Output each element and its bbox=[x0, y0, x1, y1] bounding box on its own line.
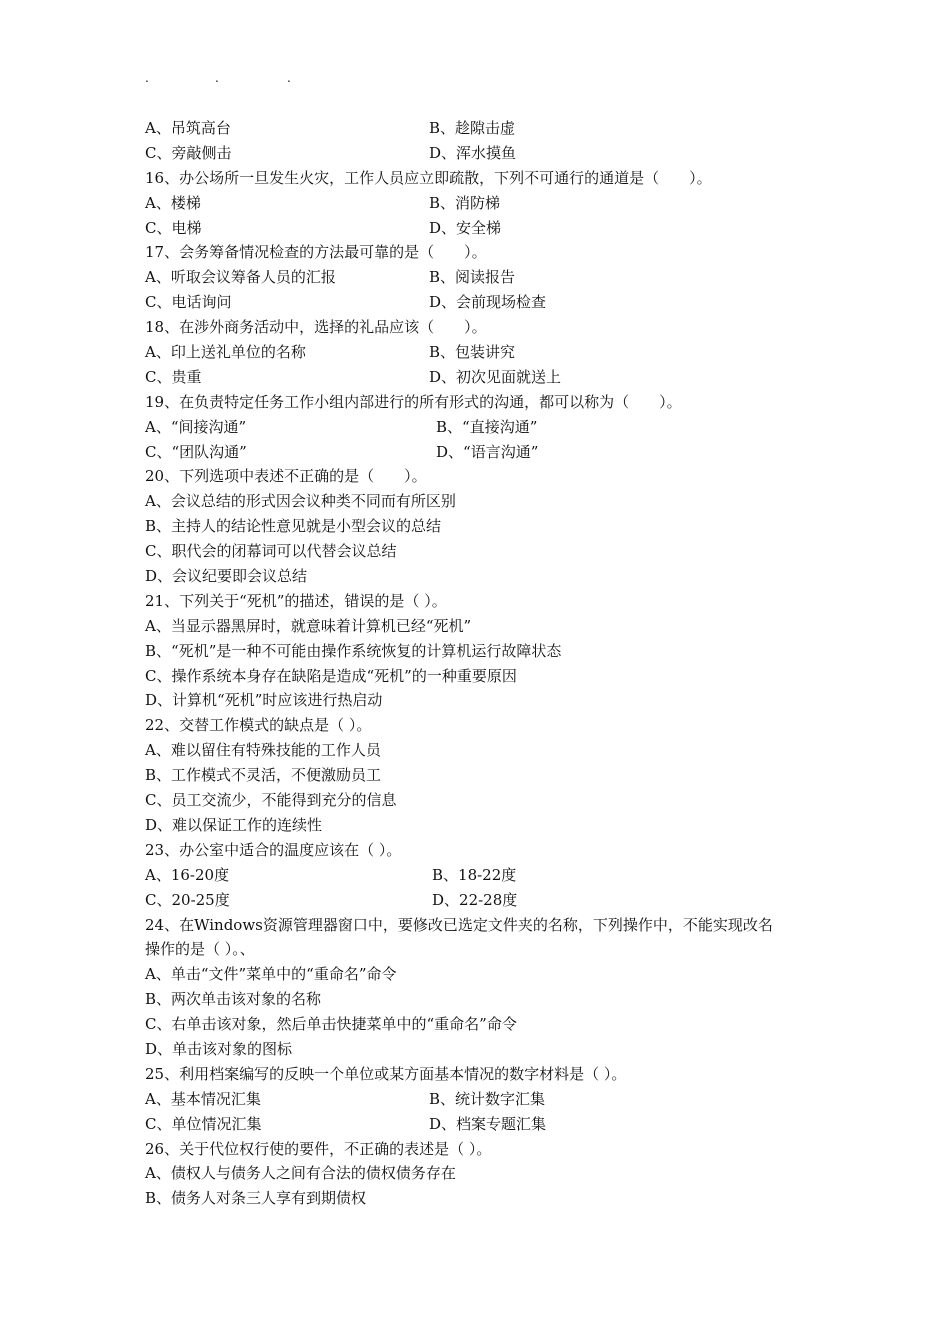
option-d: D、会议纪要即会议总结 bbox=[145, 567, 308, 586]
option-a: A、16-20度 bbox=[145, 865, 230, 884]
options-row bbox=[145, 340, 825, 365]
option-b: B、工作模式不灵活，不便激励员工 bbox=[145, 766, 382, 785]
option-d: D、浑水摸鱼 bbox=[429, 143, 517, 162]
question-24-line-1: 24、在Windows资源管理器窗口中，要修改已选定文件夹的名称，下列操作中，不能实现改名 bbox=[145, 915, 773, 934]
option-c: C、“团队沟通” bbox=[145, 442, 247, 461]
options-row bbox=[145, 1112, 825, 1137]
option-b: B、两次单击该对象的名称 bbox=[145, 990, 322, 1009]
header-dot: . bbox=[215, 71, 219, 85]
question-19: 19、在负责特定任务工作小组内部进行的所有形式的沟通，都可以称为（ ）。 bbox=[145, 392, 682, 411]
header-dot: . bbox=[145, 71, 149, 85]
option-c: C、员工交流少，不能得到充分的信息 bbox=[145, 791, 397, 810]
option-c: C、电梯 bbox=[145, 218, 202, 237]
question-26: 26、关于代位权行使的要件，不正确的表述是（ ）。 bbox=[145, 1139, 492, 1158]
option-c: C、职代会的闭幕词可以代替会议总结 bbox=[145, 542, 397, 561]
option-a: A、债权人与债务人之间有合法的债权债务存在 bbox=[145, 1164, 456, 1183]
option-a: A、“间接沟通” bbox=[145, 417, 247, 436]
option-a: A、听取会议筹备人员的汇报 bbox=[145, 268, 336, 287]
question-23: 23、办公室中适合的温度应该在（ ）。 bbox=[145, 840, 402, 859]
option-d: D、单击该对象的图标 bbox=[145, 1039, 293, 1058]
option-c: C、右单击该对象，然后单击快捷菜单中的“重命名”命令 bbox=[145, 1015, 517, 1034]
option-a: A、单击“文件”菜单中的“重命名”命令 bbox=[145, 965, 397, 984]
document-page bbox=[145, 72, 825, 1211]
option-d: D、计算机“死机”时应该进行热启动 bbox=[145, 691, 383, 710]
option-b: B、主持人的结论性意见就是小型会议的总结 bbox=[145, 517, 442, 536]
option-d: D、“语言沟通” bbox=[436, 442, 539, 461]
question-16: 16、办公场所一旦发生火灾，工作人员应立即疏散，下列不可通行的通道是（ ）。 bbox=[145, 168, 712, 187]
option-c: C、电话询问 bbox=[145, 293, 232, 312]
option-c: C、单位情况汇集 bbox=[145, 1114, 262, 1133]
option-d: D、安全梯 bbox=[429, 218, 502, 237]
options-row bbox=[145, 365, 825, 390]
option-d: D、难以保证工作的连续性 bbox=[145, 815, 323, 834]
option-d: D、22-28度 bbox=[432, 890, 518, 909]
question-24-line-2: 操作的是（ ）。、 bbox=[145, 940, 255, 959]
option-a: A、楼梯 bbox=[145, 193, 201, 212]
option-b: B、“死机”是一种不可能由操作系统恢复的计算机运行故障状态 bbox=[145, 641, 562, 660]
options-row bbox=[145, 1087, 825, 1112]
options-row bbox=[145, 265, 825, 290]
option-b: B、阅读报告 bbox=[429, 268, 516, 287]
question-22: 22、交替工作模式的缺点是（ ）。 bbox=[145, 716, 372, 735]
option-a: A、当显示器黑屏时，就意味着计算机已经“死机” bbox=[145, 616, 472, 635]
options-row bbox=[145, 290, 825, 315]
question-17: 17、会务筹备情况检查的方法最可靠的是（ ）。 bbox=[145, 243, 487, 262]
option-d: D、档案专题汇集 bbox=[429, 1114, 547, 1133]
option-d: D、初次见面就送上 bbox=[429, 367, 562, 386]
option-b: B、趁隙击虚 bbox=[429, 119, 516, 137]
question-25: 25、利用档案编写的反映一个单位或某方面基本情况的数字材料是（ ）。 bbox=[145, 1064, 627, 1083]
option-b: B、统计数字汇集 bbox=[429, 1089, 546, 1108]
option-a: A、会议总结的形式因会议种类不同而有所区别 bbox=[145, 492, 456, 511]
header-dots bbox=[145, 72, 825, 90]
options-row bbox=[145, 888, 825, 913]
header-dot: . bbox=[287, 71, 291, 85]
option-a: A、难以留住有特殊技能的工作人员 bbox=[145, 741, 381, 760]
option-b: B、包装讲究 bbox=[429, 343, 516, 362]
options-row bbox=[145, 191, 825, 216]
option-b: B、“直接沟通” bbox=[436, 417, 538, 436]
options-row bbox=[145, 415, 825, 440]
option-b: B、债务人对条三人享有到期债权 bbox=[145, 1189, 367, 1208]
options-row bbox=[145, 141, 825, 166]
option-d: D、会前现场检查 bbox=[429, 293, 547, 312]
options-row bbox=[145, 863, 825, 888]
options-row bbox=[145, 440, 825, 465]
option-b: B、消防梯 bbox=[429, 193, 501, 212]
question-21: 21、下列关于“死机”的描述，错误的是（ ）。 bbox=[145, 591, 447, 610]
options-row bbox=[145, 116, 825, 141]
option-c: C、20-25度 bbox=[145, 890, 230, 909]
option-a: A、印上送礼单位的名称 bbox=[145, 343, 306, 362]
question-18: 18、在涉外商务活动中，选择的礼品应该（ ）。 bbox=[145, 318, 487, 337]
question-20: 20、下列选项中表述不正确的是（ ）。 bbox=[145, 467, 427, 486]
option-b: B、18-22度 bbox=[432, 865, 517, 884]
option-a: A、基本情况汇集 bbox=[145, 1089, 261, 1108]
option-a: A、吊筑高台 bbox=[145, 119, 231, 137]
option-c: C、操作系统本身存在缺陷是造成“死机”的一种重要原因 bbox=[145, 666, 517, 685]
question-list bbox=[145, 116, 825, 1211]
options-row bbox=[145, 216, 825, 241]
option-c: C、贵重 bbox=[145, 367, 202, 386]
option-c: C、旁敲侧击 bbox=[145, 143, 232, 162]
